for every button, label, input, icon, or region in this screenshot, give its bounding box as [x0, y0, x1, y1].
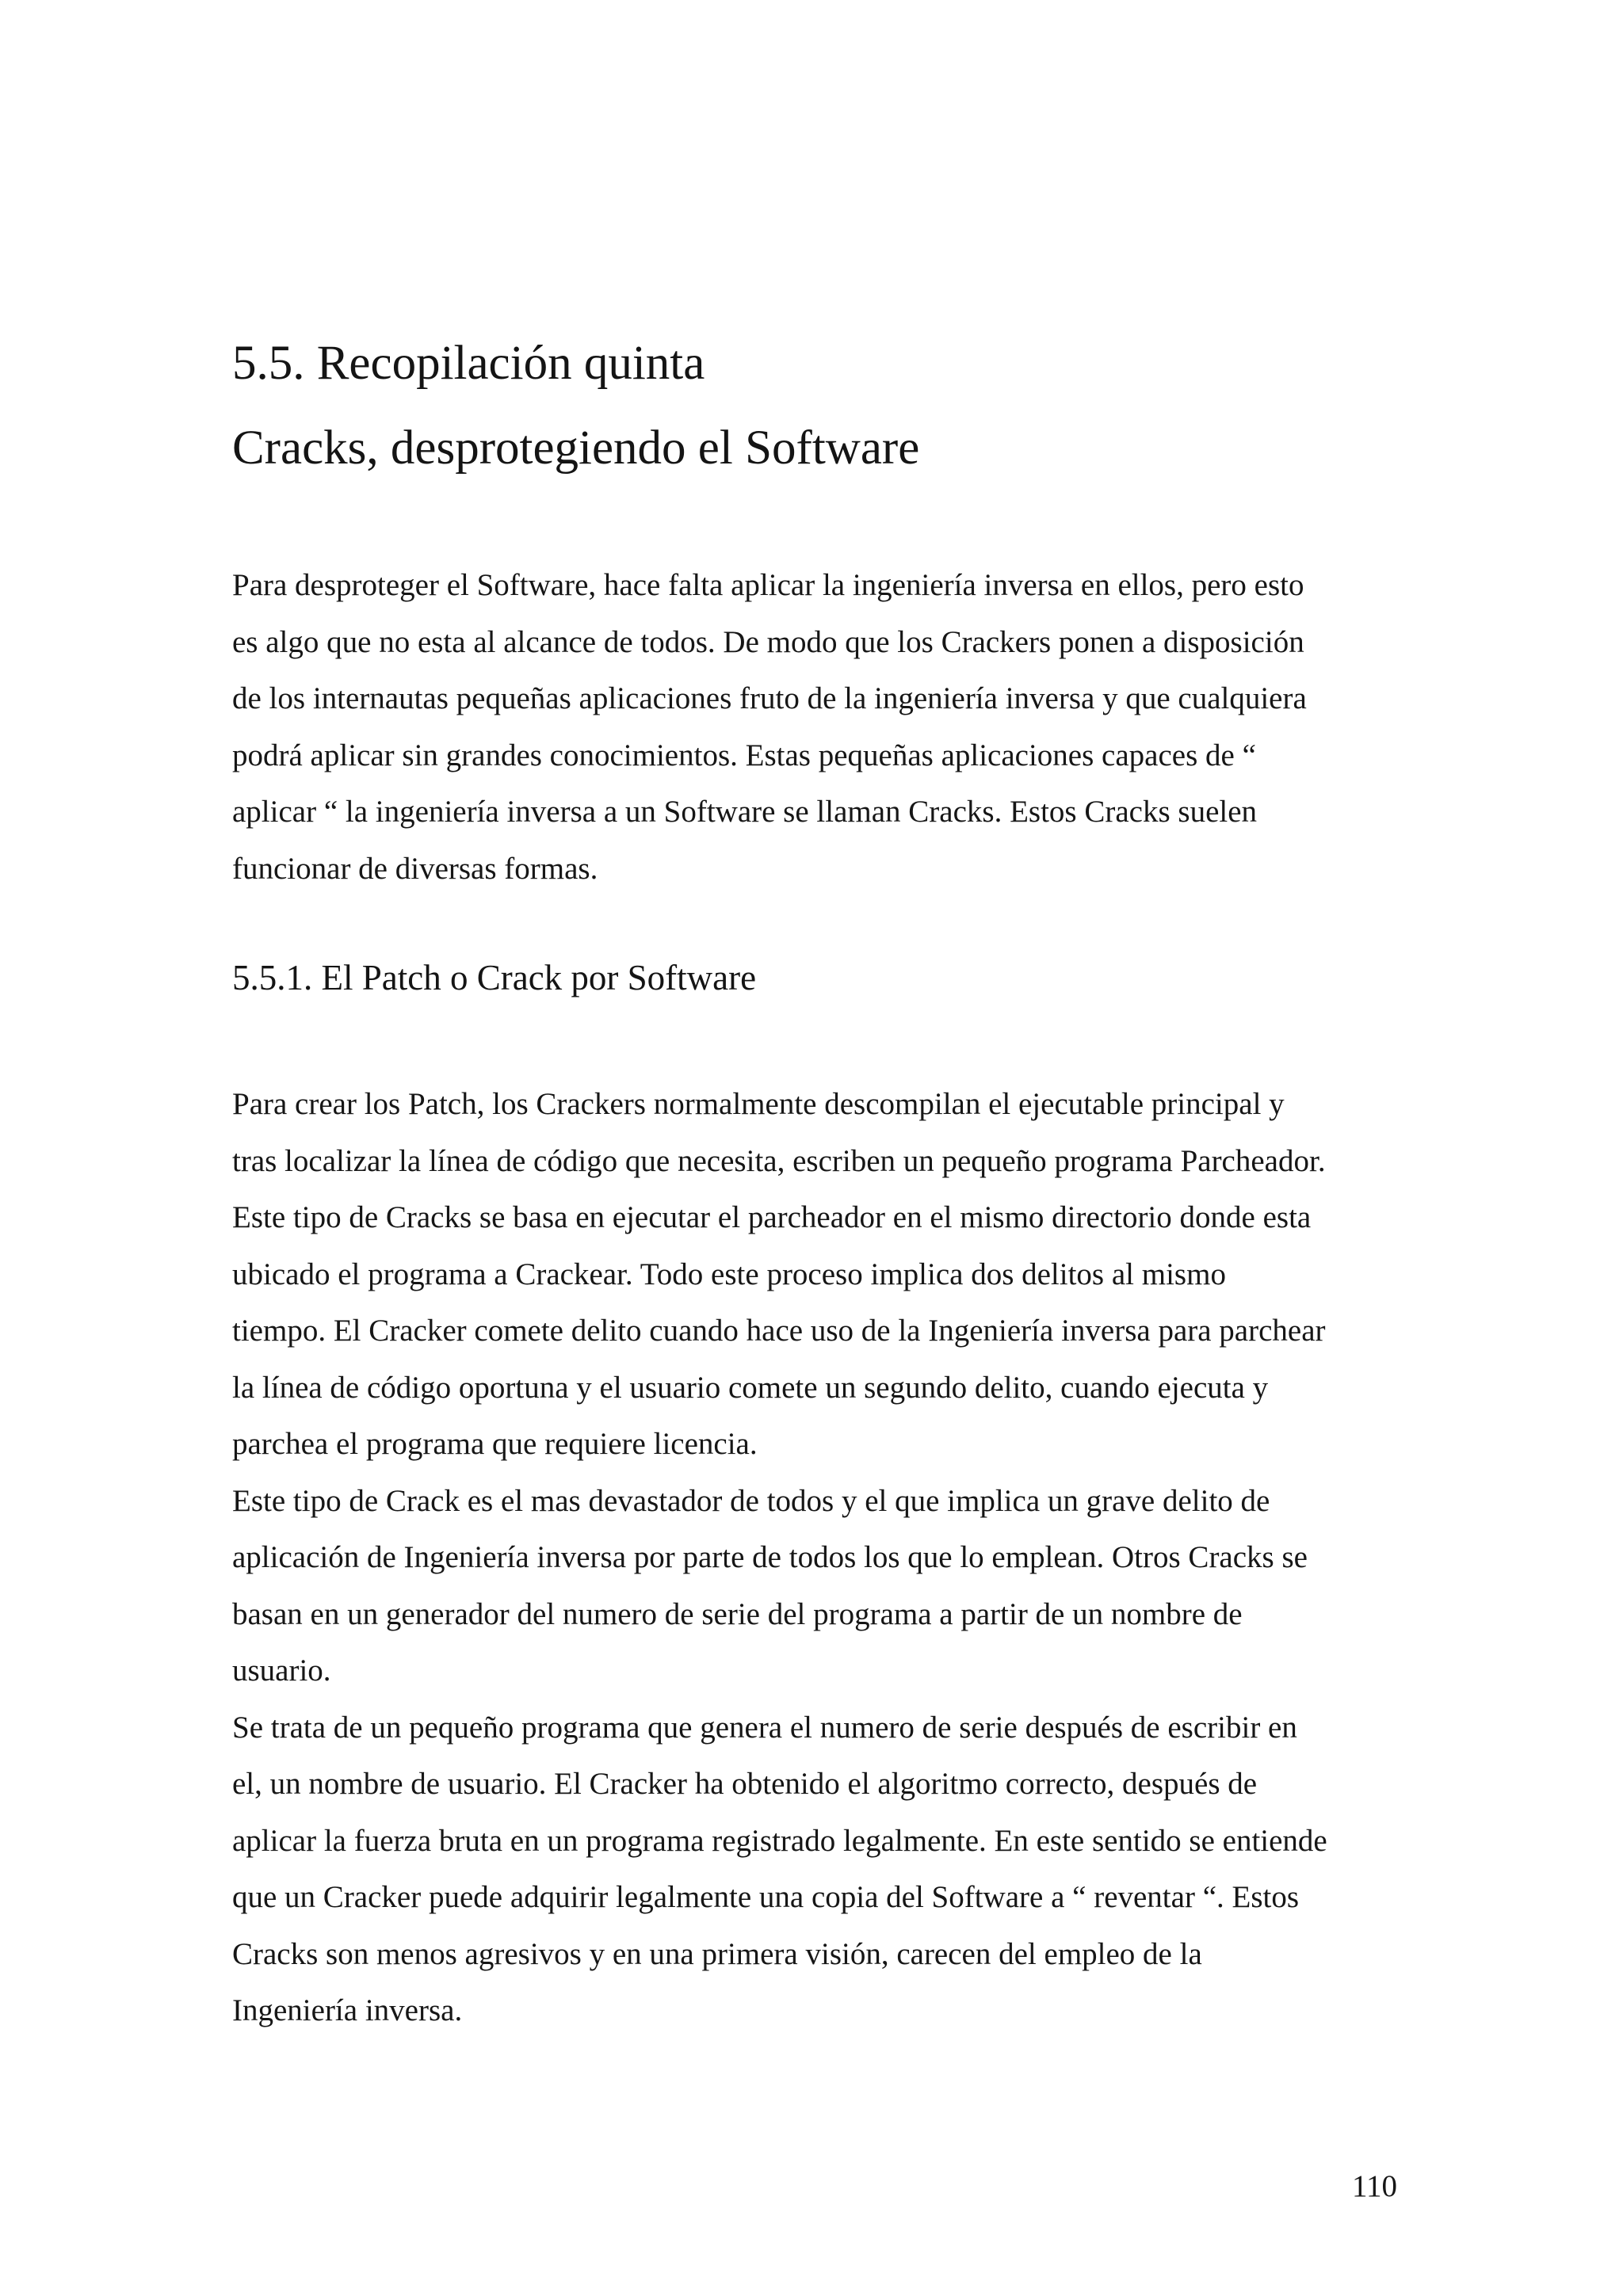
- paragraph-line: Ingeniería inversa.: [232, 1993, 463, 2027]
- paragraph-line: que un Cracker puede adquirir legalmente una copia del Software a “ reventar “. Estos: [232, 1880, 1300, 1914]
- paragraph-line: el, un nombre de usuario. El Cracker ha obtenido el algoritmo correcto, después de: [232, 1767, 1258, 1801]
- paragraph-line: funcionar de diversas formas.: [232, 851, 598, 886]
- paragraph-line: aplicar “ la ingeniería inversa a un Software se llaman Cracks. Estos Cracks suelen: [232, 795, 1258, 829]
- paragraph-line: podrá aplicar sin grandes conocimientos. Estas pequeñas aplicaciones capaces de “: [232, 738, 1256, 772]
- paragraph-line: Este tipo de Crack es el mas devastador de todos y el que implica un grave delito de: [232, 1483, 1270, 1518]
- paragraph-line: Para crear los Patch, los Crackers normalmente descompilan el ejecutable principal y: [232, 1087, 1285, 1121]
- paragraph-line: Se trata de un pequeño programa que genera el numero de serie después de escribir en: [232, 1710, 1297, 1745]
- intro-paragraph: [232, 557, 1307, 897]
- paragraph-line: basan en un generador del numero de serie del programa a partir de un nombre de: [232, 1596, 1243, 1631]
- paragraph-line: ubicado el programa a Crackear. Todo este proceso implica dos delitos al mismo: [232, 1257, 1226, 1291]
- paragraph-line: Para desproteger el Software, hace falta aplicar la ingeniería inversa en ellos, pero esto: [232, 568, 1304, 602]
- paragraph-line: de los internautas pequeñas aplicaciones fruto de la ingeniería inversa y que cualquiera: [232, 681, 1307, 715]
- section-subtitle: Cracks, desprotegiendo el Software: [232, 421, 920, 475]
- page-number: 110: [1352, 2169, 1398, 2203]
- paragraph-line: tiempo. El Cracker comete delito cuando hace uso de la Ingeniería inversa para parchear: [232, 1314, 1326, 1348]
- paragraph-line: tras localizar la línea de código que necesita, escriben un pequeño programa Parcheador.: [232, 1143, 1326, 1178]
- paragraph-line: Cracks son menos agresivos y en una primera visión, carecen del empleo de la: [232, 1936, 1202, 1971]
- paragraph-line: parchea el programa que requiere licencia.: [232, 1427, 758, 1461]
- paragraph-line: es algo que no esta al alcance de todos. De modo que los Crackers ponen a disposición: [232, 624, 1304, 659]
- paragraph-line: aplicar la fuerza bruta en un programa registrado legalmente. En este sentido se entiende: [232, 1823, 1327, 1858]
- paragraph-line: la línea de código oportuna y el usuario comete un segundo delito, cuando ejecuta y: [232, 1370, 1269, 1405]
- body-paragraph: [232, 1076, 1327, 2039]
- subsection-title: 5.5.1. El Patch o Crack por Software: [232, 958, 757, 997]
- paragraph-line: Este tipo de Cracks se basa en ejecutar el parcheador en el mismo directorio donde esta: [232, 1200, 1312, 1234]
- section-title: 5.5. Recopilación quinta: [232, 337, 705, 390]
- paragraph-line: usuario.: [232, 1653, 331, 1688]
- paragraph-line: aplicación de Ingeniería inversa por parte de todos los que lo emplean. Otros Cracks se: [232, 1540, 1308, 1574]
